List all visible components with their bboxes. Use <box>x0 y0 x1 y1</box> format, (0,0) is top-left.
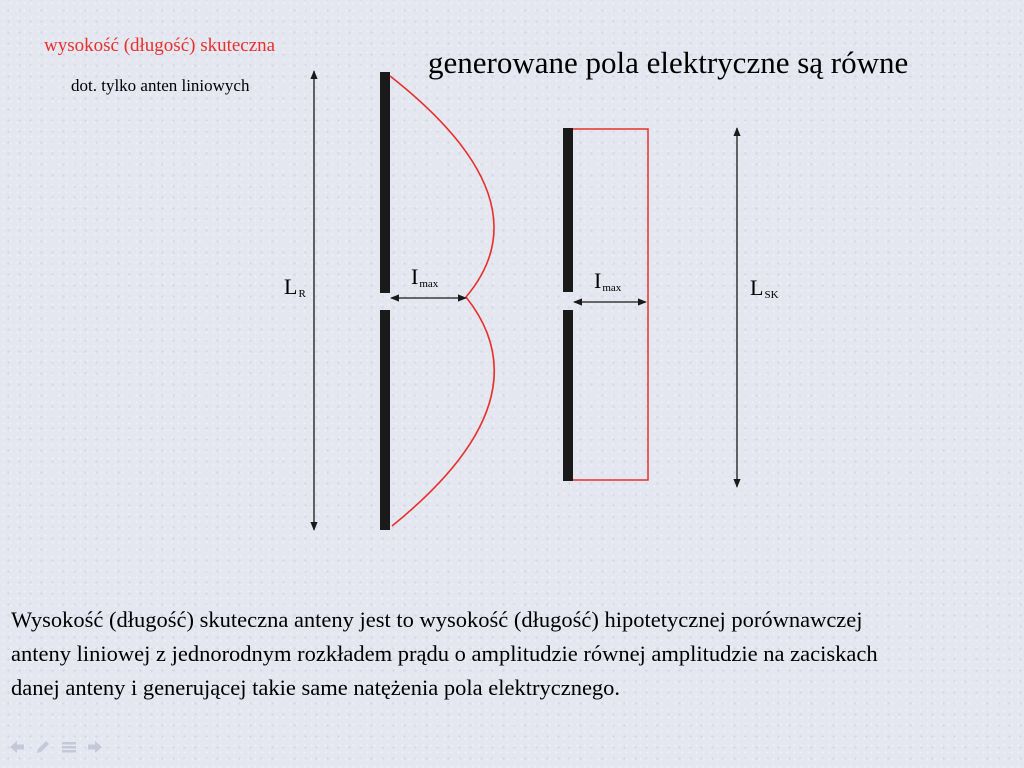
imax-left-label: $I_{max}$ <box>411 264 439 290</box>
definition-paragraph: Wysokość (długość) skuteczna anteny jest to wysokość (długość) hipotetycznej porównawczej anteny liniowej z jednorodnym rozkładem prądu o amplitudzie równej amplitudzie na zaciskach danej anteny i generującej takie same natężenia pola elektrycznego. <box>11 607 878 700</box>
real-current-distribution-curve <box>390 76 494 526</box>
real-antenna-bottom-arm <box>380 310 390 530</box>
slide-subtitle: wysokość (długość) skuteczna <box>44 35 276 56</box>
equivalent-antenna-top-arm <box>563 128 573 292</box>
imax-right-label: $I_{max}$ <box>594 268 622 294</box>
slide-headline: generowane pola elektryczne są równe <box>428 45 909 80</box>
forward-arrow-icon[interactable] <box>86 738 104 756</box>
back-arrow-icon[interactable] <box>8 738 26 756</box>
lsk-label: $L_{SK}$ <box>750 275 779 301</box>
equivalent-antenna-bottom-arm <box>563 310 573 481</box>
real-antenna-top-arm <box>380 72 390 293</box>
menu-icon[interactable] <box>60 738 78 756</box>
pen-icon[interactable] <box>34 738 52 756</box>
uniform-current-distribution <box>573 129 648 480</box>
slideshow-navigation <box>8 738 104 756</box>
lr-label: $L_R$ <box>284 274 306 300</box>
slide-note: dot. tylko anten liniowych <box>71 76 250 95</box>
